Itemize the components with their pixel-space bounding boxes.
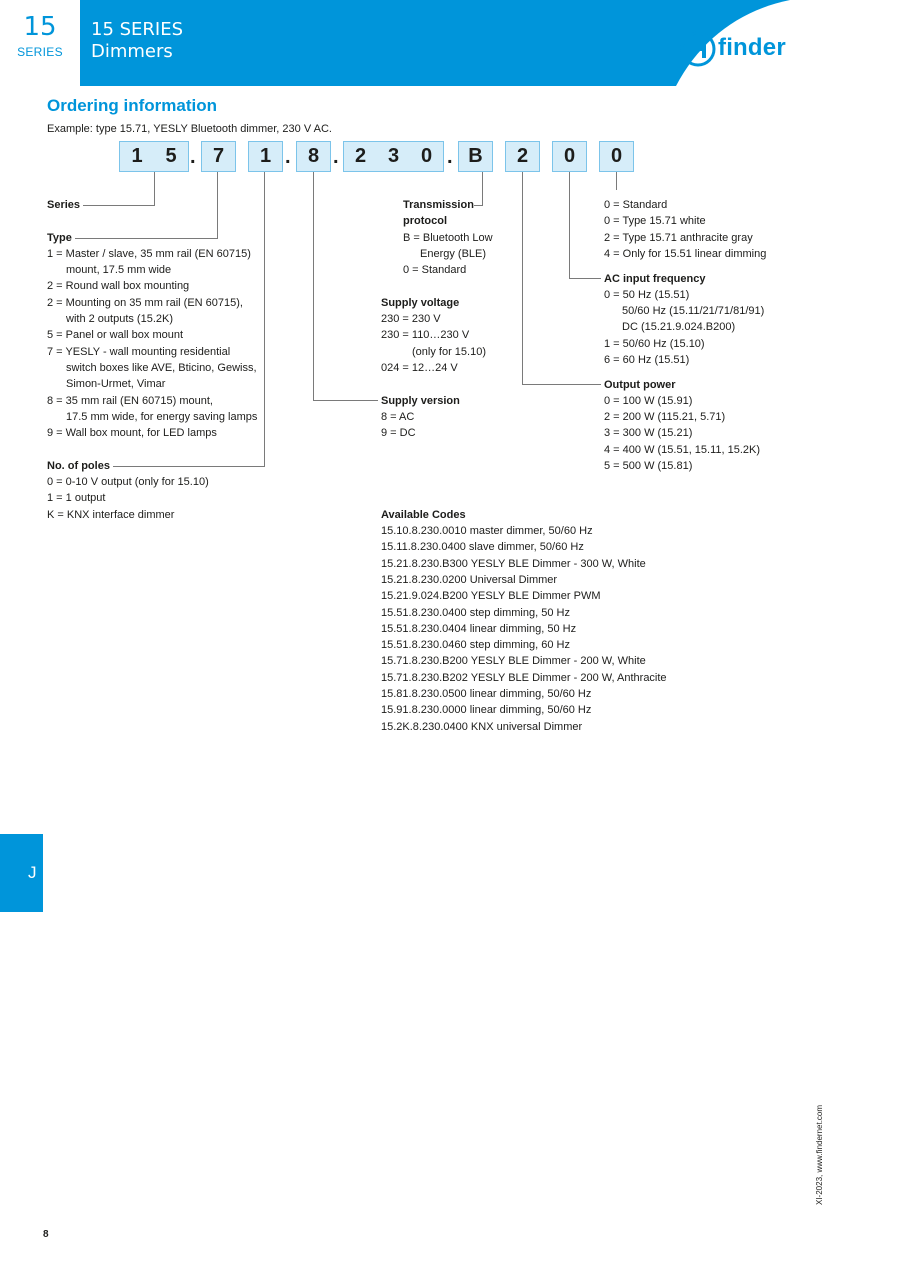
page-number: 8 bbox=[43, 1229, 49, 1240]
poles-label: No. of poles bbox=[47, 460, 110, 472]
type-item: with 2 outputs (15.2K) bbox=[66, 313, 174, 325]
connector-series-h bbox=[83, 205, 155, 206]
section-side-tab[interactable] bbox=[0, 834, 43, 912]
available-code-item: 15.21.8.230.0200 Universal Dimmer bbox=[381, 573, 558, 586]
connector-poles-v bbox=[264, 172, 265, 467]
header-bar bbox=[0, 0, 900, 86]
variant-item: 2 = Type 15.71 anthracite gray bbox=[604, 232, 753, 244]
output-power-item: 4 = 400 W (15.51, 15.11, 15.2K) bbox=[604, 444, 761, 456]
output-power-item: 5 = 500 W (15.81) bbox=[604, 460, 693, 472]
code-digit: 1 bbox=[131, 145, 143, 167]
code-digit: 3 bbox=[387, 145, 400, 167]
header-title: 15 SERIES bbox=[91, 19, 184, 40]
transmission-item: B = Bluetooth Low bbox=[403, 232, 493, 244]
ac-frequency-item: 50/60 Hz (15.11/21/71/81/91) bbox=[622, 305, 765, 317]
type-item: Simon-Urmet, Vimar bbox=[66, 378, 166, 390]
code-box-supply-voltage bbox=[343, 141, 444, 172]
poles-item: K = KNX interface dimmer bbox=[47, 509, 175, 521]
variant-item: 0 = Standard bbox=[604, 199, 668, 211]
available-code-item: 15.81.8.230.0500 linear dimming, 50/60 Hz bbox=[381, 688, 592, 700]
variant-item: 4 = Only for 15.51 linear dimming bbox=[604, 248, 767, 260]
transmission-label: Transmission bbox=[403, 199, 474, 211]
logo-text: finder bbox=[718, 34, 786, 61]
series-word: SERIES bbox=[17, 45, 63, 59]
poles-item: 1 = 1 output bbox=[47, 492, 106, 504]
supply-version-item: 9 = DC bbox=[381, 427, 416, 439]
code-dot: . bbox=[190, 146, 196, 168]
ac-frequency-item: DC (15.21.9.024.B200) bbox=[622, 321, 736, 333]
transmission-item: Energy (BLE) bbox=[420, 248, 487, 260]
available-code-item: 15.2K.8.230.0400 KNX universal Dimmer bbox=[381, 720, 583, 733]
header-subtitle: Dimmers bbox=[91, 41, 173, 62]
connector-transmission-v bbox=[482, 172, 483, 206]
code-box-poles bbox=[248, 141, 283, 172]
type-item: switch boxes like AVE, Bticino, Gewiss, bbox=[66, 362, 257, 374]
ac-frequency-label: AC input frequency bbox=[604, 273, 706, 285]
output-power-item: 3 = 300 W (15.21) bbox=[604, 427, 693, 439]
side-tab-letter: J bbox=[28, 863, 37, 882]
ac-frequency-item: 1 = 50/60 Hz (15.10) bbox=[604, 338, 705, 350]
type-item: mount, 17.5 mm wide bbox=[66, 264, 172, 276]
supply-version-label: Supply version bbox=[381, 395, 460, 407]
code-box-series bbox=[119, 141, 189, 172]
type-item: 2 = Round wall box mounting bbox=[47, 280, 190, 292]
example-text: Example: type 15.71, YESLY Bluetooth dimmer, 230 V AC. bbox=[47, 123, 332, 135]
type-item: 9 = Wall box mount, for LED lamps bbox=[47, 427, 217, 439]
code-digit: 7 bbox=[212, 145, 225, 167]
connector-type-v bbox=[217, 172, 218, 238]
connector-ac-frequency-h bbox=[569, 278, 601, 279]
code-digit: 2 bbox=[516, 145, 529, 167]
code-digit: 0 bbox=[563, 145, 576, 167]
code-box-variant bbox=[599, 141, 634, 172]
available-code-item: 15.51.8.230.0460 step dimming, 60 Hz bbox=[381, 639, 570, 652]
code-digit: 0 bbox=[610, 145, 623, 167]
supply-voltage-item: 230 = 230 V bbox=[381, 313, 441, 325]
series-label: Series bbox=[47, 199, 81, 211]
code-box-output-power bbox=[505, 141, 540, 172]
code-dot: . bbox=[285, 146, 291, 168]
available-code-item: 15.21.9.024.B200 YESLY BLE Dimmer PWM bbox=[381, 590, 601, 603]
available-code-item: 15.91.8.230.0000 linear dimming, 50/60 Hz bbox=[381, 704, 592, 717]
type-item: 17.5 mm wide, for energy saving lamps bbox=[66, 411, 258, 423]
finder-logo-icon bbox=[680, 31, 716, 67]
available-codes-label: Available Codes bbox=[381, 509, 466, 521]
transmission-label-2: protocol bbox=[403, 215, 447, 227]
code-digit: 2 bbox=[354, 145, 367, 167]
variant-item: 0 = Type 15.71 white bbox=[604, 215, 706, 227]
code-box-type bbox=[201, 141, 236, 172]
available-code-item: 15.51.8.230.0404 linear dimming, 50 Hz bbox=[381, 622, 577, 635]
connector-variant-v bbox=[616, 172, 617, 190]
code-digit: B bbox=[468, 145, 483, 167]
type-item: 2 = Mounting on 35 mm rail (EN 60715), bbox=[47, 297, 243, 309]
type-item: 5 = Panel or wall box mount bbox=[47, 329, 184, 341]
supply-voltage-item: (only for 15.10) bbox=[412, 346, 486, 358]
connector-supply-version-v bbox=[313, 172, 314, 400]
code-dot: . bbox=[447, 146, 453, 168]
code-digit: 8 bbox=[307, 145, 320, 167]
available-code-item: 15.21.8.230.B300 YESLY BLE Dimmer - 300 W, White bbox=[381, 557, 646, 570]
type-item: 7 = YESLY - wall mounting residential bbox=[47, 346, 231, 358]
series-tab bbox=[0, 0, 80, 86]
connector-output-power-h bbox=[522, 384, 601, 385]
type-item: 8 = 35 mm rail (EN 60715) mount, bbox=[47, 395, 213, 407]
code-digit: 1 bbox=[259, 145, 272, 167]
connector-output-power-v bbox=[522, 172, 523, 385]
supply-voltage-label: Supply voltage bbox=[381, 297, 460, 309]
output-power-item: 0 = 100 W (15.91) bbox=[604, 395, 693, 407]
section-title: Ordering information bbox=[47, 96, 217, 115]
connector-poles-h bbox=[113, 466, 265, 467]
code-digit: 0 bbox=[420, 145, 433, 167]
connector-transmission-h bbox=[474, 205, 483, 206]
connector-ac-frequency-v bbox=[569, 172, 570, 279]
supply-voltage-item: 230 = 110…230 V bbox=[381, 329, 470, 341]
supply-version-item: 8 = AC bbox=[381, 411, 415, 423]
type-label: Type bbox=[47, 232, 72, 244]
output-power-item: 2 = 200 W (115.21, 5.71) bbox=[604, 411, 726, 423]
connector-supply-version-h bbox=[313, 400, 378, 401]
ac-frequency-item: 0 = 50 Hz (15.51) bbox=[604, 289, 690, 301]
finder-logo[interactable] bbox=[680, 29, 820, 69]
output-power-label: Output power bbox=[604, 379, 676, 391]
code-digit: 5 bbox=[165, 145, 177, 167]
footer-copyright: XI-2023, www.findernet.com bbox=[815, 1104, 824, 1205]
supply-voltage-item: 024 = 12…24 V bbox=[381, 362, 458, 374]
connector-type-h bbox=[75, 238, 218, 239]
code-box-supply-version bbox=[296, 141, 331, 172]
transmission-item: 0 = Standard bbox=[403, 264, 467, 276]
available-code-item: 15.71.8.230.B200 YESLY BLE Dimmer - 200 W, White bbox=[381, 655, 646, 668]
series-number: 15 bbox=[23, 12, 57, 42]
available-code-item: 15.51.8.230.0400 step dimming, 50 Hz bbox=[381, 606, 570, 619]
code-box-transmission bbox=[458, 141, 493, 172]
code-box-ac-frequency bbox=[552, 141, 587, 172]
connector-series-v bbox=[154, 172, 155, 205]
available-code-item: 15.10.8.230.0010 master dimmer, 50/60 Hz bbox=[381, 525, 593, 537]
poles-item: 0 = 0-10 V output (only for 15.10) bbox=[47, 476, 209, 488]
available-code-item: 15.71.8.230.B202 YESLY BLE Dimmer - 200 W, Anthracite bbox=[381, 671, 667, 684]
available-code-item: 15.11.8.230.0400 slave dimmer, 50/60 Hz bbox=[381, 541, 584, 554]
ac-frequency-item: 6 = 60 Hz (15.51) bbox=[604, 354, 690, 366]
type-item: 1 = Master / slave, 35 mm rail (EN 60715) bbox=[47, 248, 251, 260]
code-dot: . bbox=[333, 146, 339, 168]
